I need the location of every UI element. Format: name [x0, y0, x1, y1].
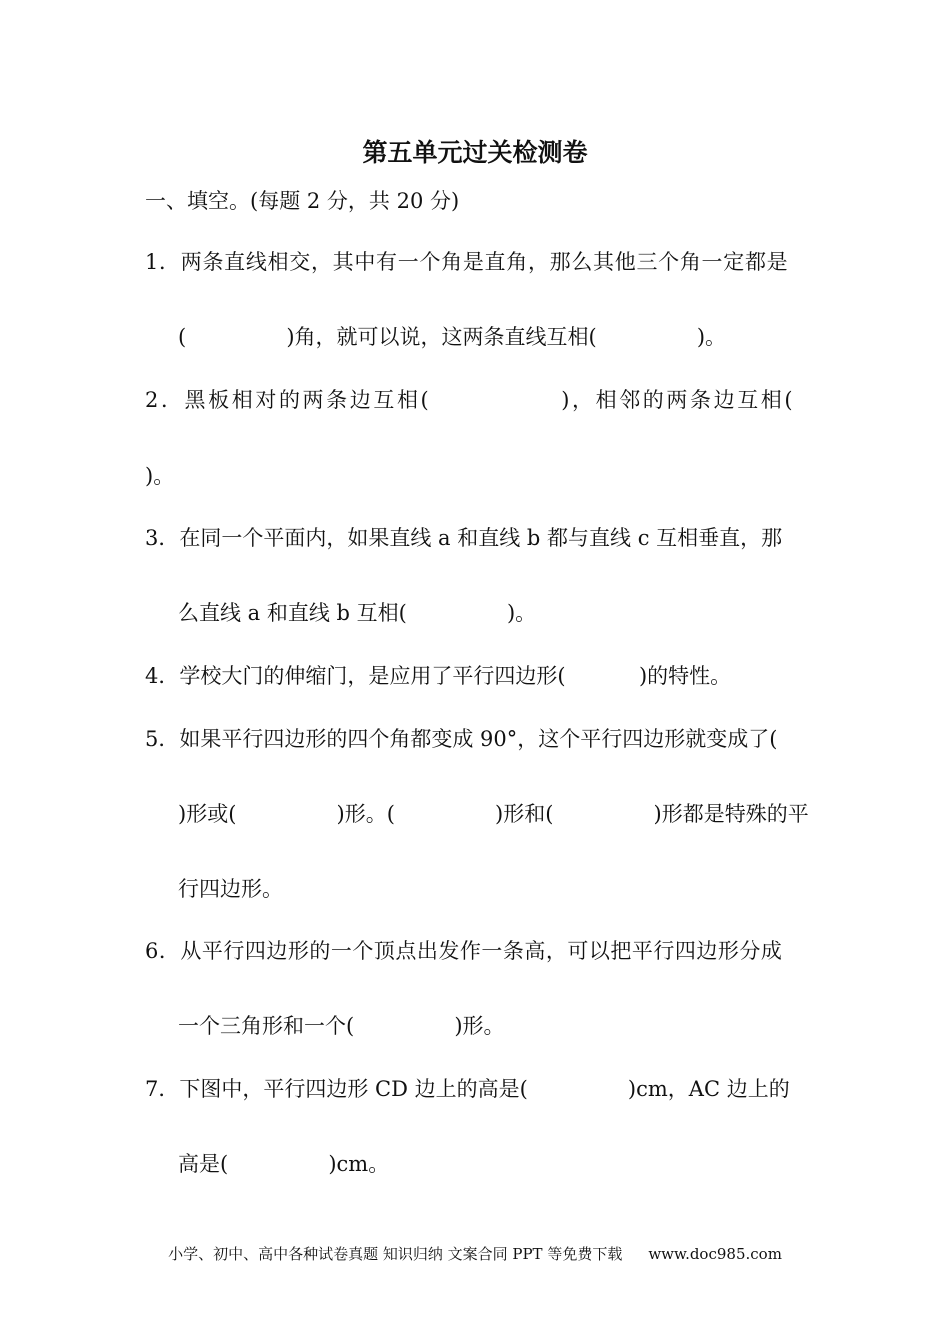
question-7-line-2: 高是( )cm。 — [178, 1152, 390, 1176]
footer-text: 小学、初中、高中各种试卷真题 知识归纳 文案合同 PPT 等免费下载 — [168, 1245, 623, 1263]
page-footer — [0, 1243, 950, 1264]
question-5-line-1: 5．如果平行四边形的四个角都变成 90°，这个平行四边形就变成了( — [145, 727, 778, 751]
question-2-line-2: )。 — [145, 464, 175, 488]
question-4-line-1: 4．学校大门的伸缩门，是应用了平行四边形( )的特性。 — [145, 664, 732, 688]
section-heading: 一、填空。(每题 2 分，共 20 分) — [145, 189, 460, 213]
question-6-line-1: 6．从平行四边形的一个顶点出发作一条高，可以把平行四边形分成 — [145, 939, 783, 963]
question-2-line-1: 2．黑板相对的两条边互相( )，相邻的两条边互相( — [145, 388, 796, 412]
question-3-line-2: 么直线 a 和直线 b 互相( )。 — [178, 601, 537, 625]
question-5-line-2: )形或( )形。( )形和( )形都是特殊的平 — [178, 802, 809, 826]
question-1-line-2: ( )角，就可以说，这两条直线互相( )。 — [178, 325, 727, 349]
footer-url: www.doc985.com — [648, 1245, 782, 1263]
question-6-line-2: 一个三角形和一个( )形。 — [178, 1014, 505, 1038]
page-title: 第五单元过关检测卷 — [362, 138, 588, 167]
question-1-line-1: 1．两条直线相交，其中有一个角是直角，那么其他三个角一定都是 — [145, 250, 789, 274]
question-3-line-1: 3．在同一个平面内，如果直线 a 和直线 b 都与直线 c 互相垂直，那 — [145, 526, 783, 550]
question-5-line-3: 行四边形。 — [178, 877, 283, 901]
question-7-line-1: 7．下图中，平行四边形 CD 边上的高是( )cm，AC 边上的 — [145, 1077, 790, 1101]
